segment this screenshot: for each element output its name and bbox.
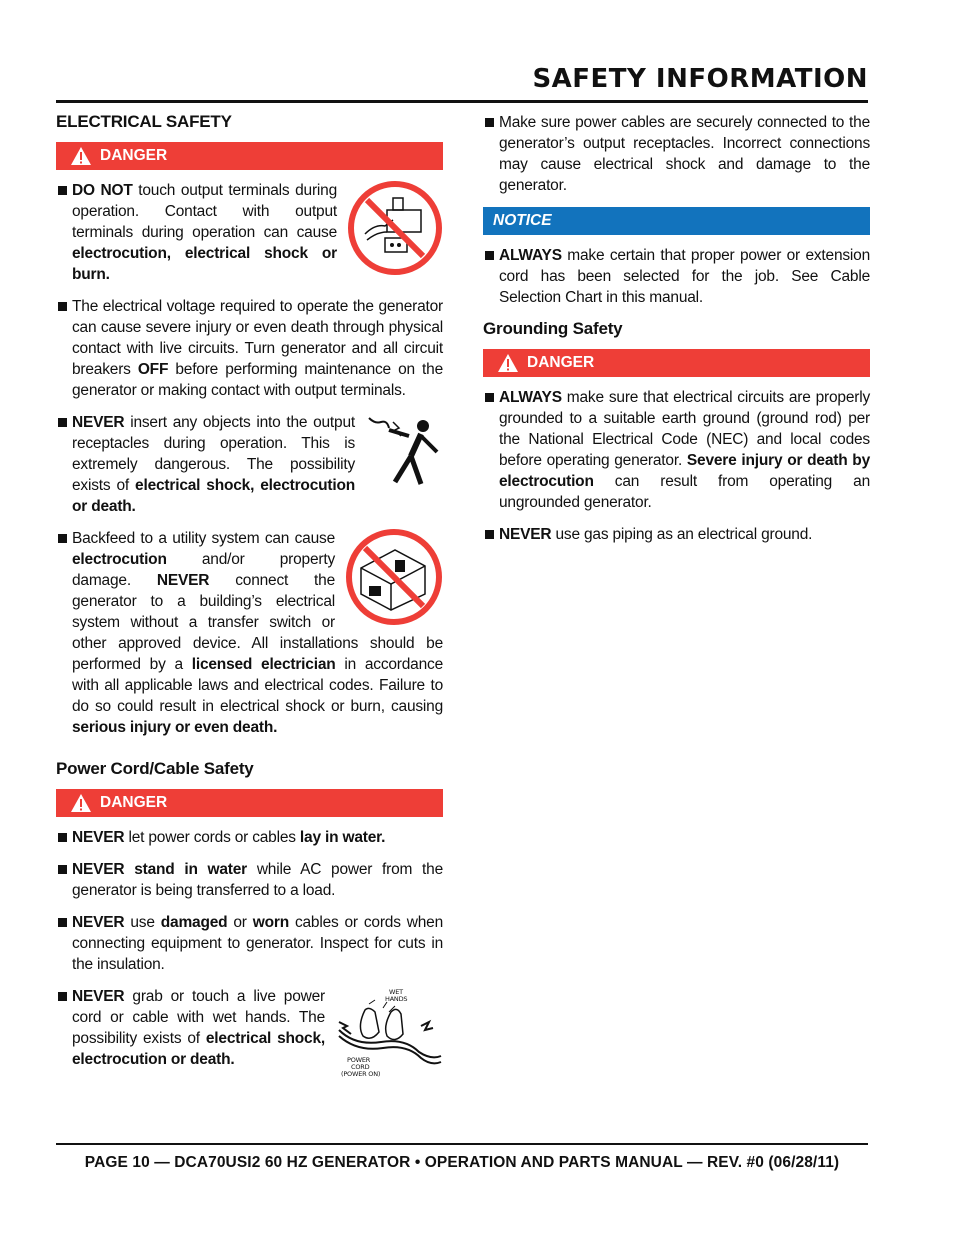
danger-label: DANGER — [100, 147, 168, 164]
text: in accordance with all applicable laws and electrical codes. Failure to do so could result in electrical shock or burn, causing — [72, 656, 443, 715]
text-strong: Severe injury or death by electrocution — [499, 452, 870, 490]
text: Make sure power cables are securely connected to the generator’s output receptacles. Incorrect connections may cause electrical shock and damage to the generator. — [499, 114, 870, 194]
text-strong: ALWAYS — [499, 247, 562, 264]
danger-label: DANGER — [100, 794, 168, 811]
text-strong: OFF — [137, 361, 169, 378]
text: insert any objects into the output receptacles during operation. This is extremely dangerous. The possibility exists of — [72, 414, 355, 494]
danger-banner — [56, 142, 443, 170]
text: or — [227, 914, 253, 931]
fig-caption: POWER — [347, 1056, 371, 1064]
text-strong: NEVER — [499, 526, 552, 543]
notice-banner — [483, 207, 870, 235]
text-strong: licensed electrician — [191, 656, 336, 673]
text: use gas piping as an electrical ground. — [551, 526, 813, 543]
text-strong: electrocution — [72, 551, 167, 568]
list-item — [56, 180, 443, 285]
fig-caption: WET — [389, 988, 403, 996]
text-strong: NEVER — [72, 829, 125, 846]
text: grab or touch a live power cord or cable with wet hands. The possibility exists of — [72, 988, 325, 1047]
list-item — [56, 296, 443, 401]
text-strong: electrical shock, electrocution or death. — [72, 477, 355, 515]
text: cables or cords when connecting equipment to generator. Inspect for cuts in the insulation. — [72, 914, 443, 973]
list-item — [483, 524, 870, 545]
text: can result from operating an ungrounded generator. — [499, 473, 870, 511]
subsection-title-grounding: Grounding Safety — [483, 319, 623, 338]
text: connect the generator to a building’s electrical system without a transfer switch or other approved device. All installations should be performed by a — [72, 572, 443, 673]
bottom-rule — [56, 1143, 868, 1145]
list-item — [483, 245, 870, 308]
section-title-electrical-safety: ELECTRICAL SAFETY — [56, 112, 232, 131]
list-item — [56, 528, 443, 738]
left-column — [56, 112, 443, 1084]
text-strong: NEVER — [72, 988, 125, 1005]
text-strong: damaged — [160, 914, 228, 931]
text-strong: worn — [252, 914, 289, 931]
text: while AC power from the generator is being transferred to a load. — [72, 861, 443, 899]
text-strong: serious injury or even death. — [72, 719, 278, 736]
list-item — [56, 859, 443, 901]
subsection-title-power-cord: Power Cord/Cable Safety — [56, 759, 254, 778]
text: before performing maintenance on the generator or making contact with output terminals. — [72, 361, 443, 399]
list-item — [56, 412, 443, 517]
text-strong: NEVER stand in water — [72, 861, 248, 878]
warning-triangle-icon — [70, 146, 92, 166]
page-footer: PAGE 10 — DCA70USI2 60 HZ GENERATOR • OPERATION AND PARTS MANUAL — REV. #0 (06/28/11) — [84, 1154, 840, 1171]
fig-caption: CORD — [351, 1063, 370, 1071]
page-title: SAFETY INFORMATION — [532, 64, 868, 94]
text: and/or property damage. — [72, 551, 335, 589]
text-strong: NEVER — [72, 414, 125, 431]
text: make sure that electrical circuits are properly grounded to a suitable earth ground (ground rod) per the National Electrical Code (NEC) and local codes before operating generator. — [499, 389, 870, 469]
electrocution-person-icon — [365, 412, 443, 490]
wet-hands-power-cord-icon — [335, 986, 443, 1082]
text: touch output terminals during operation. Contact with output terminals during operation can cause — [72, 182, 338, 241]
list-item — [483, 112, 870, 196]
list-item — [483, 387, 870, 513]
list-item — [56, 986, 443, 1078]
danger-banner — [483, 349, 870, 377]
top-rule — [56, 100, 868, 103]
no-touch-terminals-icon — [347, 180, 443, 276]
text: make certain that proper power or extension cord has been selected for the job. See Cable Selection Chart in this manual. — [499, 247, 870, 306]
text: The electrical voltage required to operate the generator can cause severe injury or even death through physical contact with live circuits. Turn generator and all circuit breakers — [72, 298, 443, 378]
warning-triangle-icon — [70, 793, 92, 813]
danger-banner — [56, 789, 443, 817]
list-item — [56, 827, 443, 848]
danger-label: DANGER — [527, 354, 595, 371]
text-strong: electrocution, electrical shock or burn. — [72, 245, 337, 283]
notice-label: NOTICE — [493, 212, 552, 229]
text: Backfeed to a utility system can cause — [72, 530, 335, 547]
text-strong: NEVER — [156, 572, 210, 589]
text-strong: lay in water. — [299, 829, 386, 846]
no-backfeed-building-icon — [345, 528, 443, 626]
right-column — [483, 112, 870, 556]
text-strong: NEVER — [72, 914, 125, 931]
text-strong: electrical shock, electrocution or death. — [72, 1030, 325, 1068]
text: use — [124, 914, 161, 931]
text-strong: DO NOT — [72, 182, 133, 199]
text: let power cords or cables — [124, 829, 300, 846]
text-strong: ALWAYS — [499, 389, 562, 406]
list-item — [56, 912, 443, 975]
fig-caption: (POWER ON) — [341, 1070, 381, 1078]
fig-caption: HANDS — [385, 995, 408, 1003]
warning-triangle-icon — [497, 353, 519, 373]
